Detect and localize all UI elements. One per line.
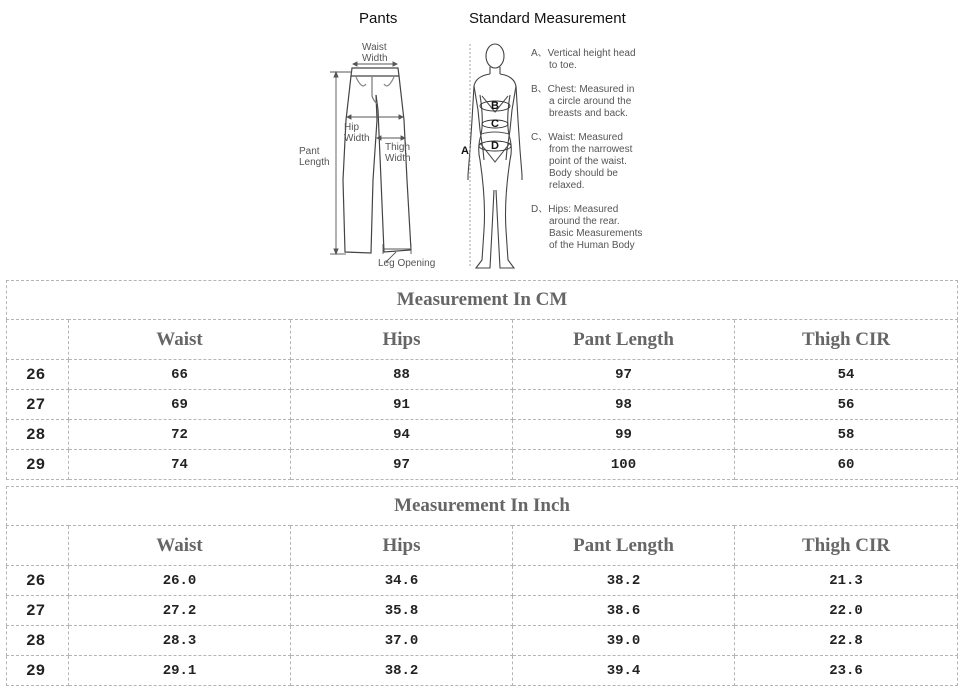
waist-cell: 66 <box>69 360 291 390</box>
hips-cell: 88 <box>291 360 513 390</box>
note-d-line: Basic Measurements <box>549 228 643 239</box>
body-letter-d: D <box>491 140 499 152</box>
leg-opening-label: Leg Opening <box>378 258 436 269</box>
note-b-line: breasts and back. <box>549 108 628 119</box>
thigh-cir-cell: 54 <box>735 360 958 390</box>
waist-cell: 69 <box>69 390 291 420</box>
table-row <box>7 360 958 390</box>
thigh-width-label-line1: Thigh <box>385 142 411 153</box>
pant-length-cell: 39.0 <box>513 626 735 656</box>
pants-title: Pants <box>359 10 398 27</box>
table-row <box>7 596 958 626</box>
header-thigh-cir: Thigh CIR <box>735 320 958 360</box>
note-d-line: around the rear. <box>549 216 620 227</box>
pant-length-cell: 38.6 <box>513 596 735 626</box>
size-cell: 27 <box>7 596 69 626</box>
thigh-cir-cell: 22.8 <box>735 626 958 656</box>
table-row <box>7 420 958 450</box>
note-d-line: of the Human Body <box>549 240 635 251</box>
thigh-cir-cell: 60 <box>735 450 958 480</box>
pant-length-label-line2: Length <box>299 157 330 168</box>
waist-cell: 72 <box>69 420 291 450</box>
waist-width-label-line2: Width <box>362 53 388 64</box>
header-thigh-cir: Thigh CIR <box>735 526 958 566</box>
header-pant-length: Pant Length <box>513 526 735 566</box>
measurement-diagram <box>0 0 962 278</box>
pant-length-cell: 38.2 <box>513 566 735 596</box>
pant-length-label-line1: Pant <box>299 146 320 157</box>
header-pant-length: Pant Length <box>513 320 735 360</box>
hip-width-label-line2: Width <box>344 133 370 144</box>
body-letter-c: C <box>491 118 499 130</box>
thigh-cir-cell: 23.6 <box>735 656 958 686</box>
diagram-drawing <box>0 0 962 278</box>
note-b-line: B、Chest: Measured in <box>531 84 635 95</box>
waist-cell: 28.3 <box>69 626 291 656</box>
hips-cell: 94 <box>291 420 513 450</box>
note-c-line: Body should be <box>549 168 618 179</box>
cm-size-table <box>6 280 958 480</box>
inch-table-title: Measurement In Inch <box>7 487 958 526</box>
pant-length-cell: 39.4 <box>513 656 735 686</box>
waist-cell: 26.0 <box>69 566 291 596</box>
hips-cell: 34.6 <box>291 566 513 596</box>
pant-length-cell: 98 <box>513 390 735 420</box>
note-c-line: from the narrowest <box>549 144 633 155</box>
thigh-width-label-line2: Width <box>385 153 411 164</box>
size-cell: 27 <box>7 390 69 420</box>
table-header-row <box>7 526 958 566</box>
hips-cell: 35.8 <box>291 596 513 626</box>
hips-cell: 38.2 <box>291 656 513 686</box>
note-d-line: D、Hips: Measured <box>531 204 619 215</box>
table-row <box>7 450 958 480</box>
waist-cell: 27.2 <box>69 596 291 626</box>
note-b-line: a circle around the <box>549 96 632 107</box>
thigh-cir-cell: 58 <box>735 420 958 450</box>
note-a-line: A、Vertical height head <box>531 48 636 59</box>
header-waist: Waist <box>69 320 291 360</box>
size-cell: 28 <box>7 626 69 656</box>
pant-length-cell: 99 <box>513 420 735 450</box>
table-row <box>7 656 958 686</box>
note-c-line: C、Waist: Measured <box>531 132 623 143</box>
body-letter-b: B <box>491 100 499 112</box>
waist-width-label-line1: Waist <box>362 42 387 53</box>
table-caption-row <box>7 281 958 320</box>
note-c-line: point of the waist. <box>549 156 627 167</box>
inch-size-table <box>6 486 958 686</box>
header-size-blank <box>7 320 69 360</box>
cm-table-title: Measurement In CM <box>7 281 958 320</box>
header-waist: Waist <box>69 526 291 566</box>
pant-length-cell: 100 <box>513 450 735 480</box>
hips-cell: 91 <box>291 390 513 420</box>
waist-cell: 29.1 <box>69 656 291 686</box>
hip-width-label-line1: Hip <box>344 122 360 133</box>
pant-length-cell: 97 <box>513 360 735 390</box>
table-row <box>7 390 958 420</box>
note-a-line: to toe. <box>549 60 577 71</box>
hips-cell: 97 <box>291 450 513 480</box>
body-illustration <box>468 44 522 268</box>
size-cell: 29 <box>7 450 69 480</box>
table-row <box>7 626 958 656</box>
thigh-cir-cell: 22.0 <box>735 596 958 626</box>
size-cell: 29 <box>7 656 69 686</box>
table-header-row <box>7 320 958 360</box>
size-cell: 28 <box>7 420 69 450</box>
thigh-cir-cell: 56 <box>735 390 958 420</box>
hips-cell: 37.0 <box>291 626 513 656</box>
standard-measurement-title: Standard Measurement <box>469 10 626 27</box>
header-hips: Hips <box>291 526 513 566</box>
note-c-line: relaxed. <box>549 180 585 191</box>
size-cell: 26 <box>7 360 69 390</box>
table-row <box>7 566 958 596</box>
thigh-cir-cell: 21.3 <box>735 566 958 596</box>
header-hips: Hips <box>291 320 513 360</box>
body-letter-a: A <box>461 145 469 157</box>
table-caption-row <box>7 487 958 526</box>
waist-cell: 74 <box>69 450 291 480</box>
header-size-blank <box>7 526 69 566</box>
size-cell: 26 <box>7 566 69 596</box>
